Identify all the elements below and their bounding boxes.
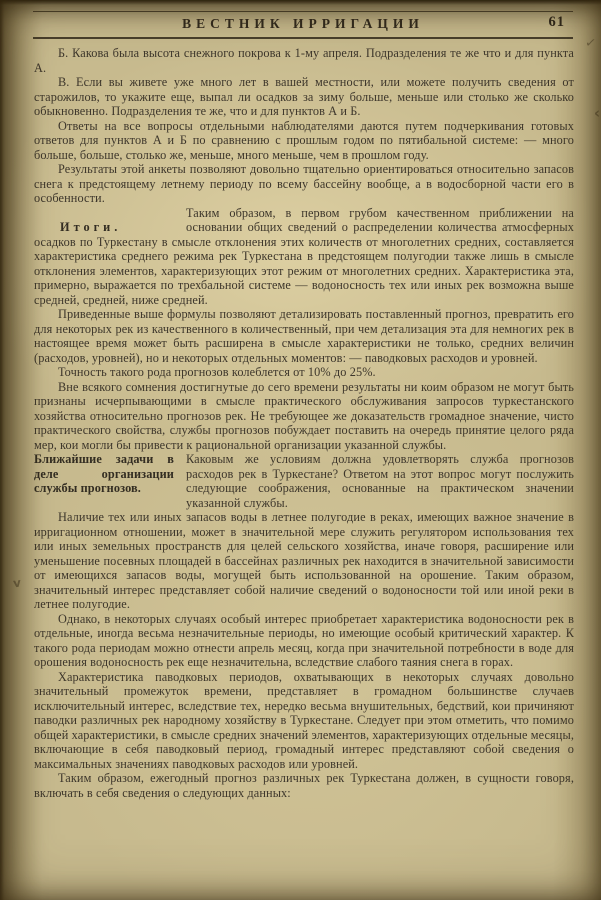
- paragraph-forecast-conclusion: Таким образом, ежегодный прогноз различных рек Туркестана должен, в сущности говоря, включать в себя сведения о следующих данных:: [34, 771, 574, 800]
- paragraph-formulas: Приведенные выше формулы позволяют детализировать поставленный прогноз, превратить его для некоторых рек из качественного в количественный, при чем детализация эта для немногих рек в настоящее время может быть расширена в смысле характеристики не только, средних величин (расходов, уровней), но и некоторых отдельных моментов: — паводковых расходов и уровней.: [34, 307, 574, 365]
- paragraph-tasks-intro: Каковым же условиям должна удовлетворять служба прогнозов расходов рек в Туркестане? Ответом на этот вопрос могут послужить следующие соображения, основанные на практическом значении указанной службы.: [186, 452, 574, 510]
- paragraph-snow-depth: Б. Какова была высота снежного покрова к 1-му апреля. Подразделения те же что и для пункта А.: [34, 46, 574, 75]
- paragraph-flood-periods: Характеристика паводковых периодов, охватывающих в некоторых случаях довольно значительный промежуток времени, представляет в громадном большинстве случаев исключительный интерес, вследствие тех, нередко весьма внушительных, бедствий, кои причиняют паводки различных рек народному хозяйству в Туркестане. Следует при этом отметить, что помимо общей характеристики, в смысле средних значений элементов, характеризующих отдельные месяцы, включающие в себя паводковый период, громадный интерес представляют собой сведения о максимальных значениях паводковых расходов или уровней.: [34, 669, 574, 771]
- header-row: [33, 12, 573, 37]
- paragraph-survey-results: Результаты этой анкеты позволяют довольно тщательно ориентироваться относительно запасов снега к предстоящему летнему периоду по всему бассейну вообще, а в водосборной части его в особенности.: [34, 162, 574, 205]
- paragraph-accuracy: Точность такого рода прогнозов колеблется от 10% до 25%.: [58, 365, 376, 379]
- margin-vee-icon: v: [12, 575, 22, 591]
- paragraph-itogi: Таким образом, в первом грубом качественном приближении на основании общих сведений о распределении количества атмосферных осадков по Туркестану в смысле отклонения этих количеств от многолетних средних, составляется характеристика среднего режима рек Туркестана в предстоящем полугодии также лишь в смысле отклонения элементов, характеризующих этот режим от многолетних средних. Характеристика эта, примерно, выражается по трехбальной системе — водоносность тех или иных рек возможна выше средней, средней, ниже средней.: [34, 205, 574, 307]
- margin-checkmark-icon: ✓: [584, 35, 597, 52]
- journal-title: ВЕСТНИК ИРРИГАЦИИ: [182, 16, 424, 31]
- sidehead-itogi: Итоги.: [60, 220, 122, 234]
- margin-arrow-icon: ‹: [593, 104, 600, 122]
- paragraph-water-reserves: Наличие тех или иных запасов воды в летнее полугодие в реках, имеющих важное значение в ирригационном отношении, может в значительной мере служить регулятором использования тех или иных земельных пространств для целей сельского хозяйства, иначе говоря, расширение или уменьшение посевных площадей в бассейнах различных рек находится в значительной зависимости от имеющихся запасов воды, могущей быть использованной на орошение. Таким образом, значительный интерес представляет собой наличие сведений о водоносности той или иной реки в летнее полугодие.: [34, 510, 574, 611]
- paragraph-old-residents: В. Если вы живете уже много лет в вашей местности, или можете получить сведения от старожилов, то укажите еще, выпал ли осадков за зиму больше, меньше или столько же сколько обыкновенно. Подразделения те же, что и для пунктов А и Б.: [34, 75, 574, 118]
- header-rule-bottom: [33, 37, 573, 39]
- section-tasks: [34, 452, 574, 510]
- sidehead-tasks: Ближайшие задачи в деле организации службы прогнозов.: [34, 452, 174, 495]
- paragraph-service-need: Вне всякого сомнения достигнутые до сего времени результаты ни коим образом не могут быть признаны исчерпывающими в смысле практического обслуживания запросов туркестанского хозяйства относительно прогнозов рек. Не требующее же доказательств громадное значение, чисто практического свойства, службы прогнозов побуждает поставить на очередь принятие целого ряда мер, кои могли бы привести к рациональной организации указанной службы.: [34, 379, 574, 452]
- article-text: [34, 46, 574, 800]
- paragraph-critical-periods: Однако, в некоторых случаях особый интерес приобретает характеристика водоносности рек в отдельные, иногда весьма незначительные периоды, но имеющие особый критический характер. К такого рода периодам можно отнести апрель месяц, когда при значительной потребности в воде для орошения водоносность рек еще незначительна, вследствие слабого таяния снега в горах.: [34, 611, 574, 669]
- page-number: 61: [548, 14, 565, 30]
- paragraph-answers-method: Ответы на все вопросы отдельными наблюдателями даются путем подчеркивания готовых ответов для пунктов А и Б по сравнению с прошлым годом по пятибальной системе: — много больше, больше, столько же, меньше, много меньше, чем в прошлом году.: [34, 118, 574, 162]
- page-header: [33, 11, 573, 39]
- section-itogi: [34, 206, 574, 308]
